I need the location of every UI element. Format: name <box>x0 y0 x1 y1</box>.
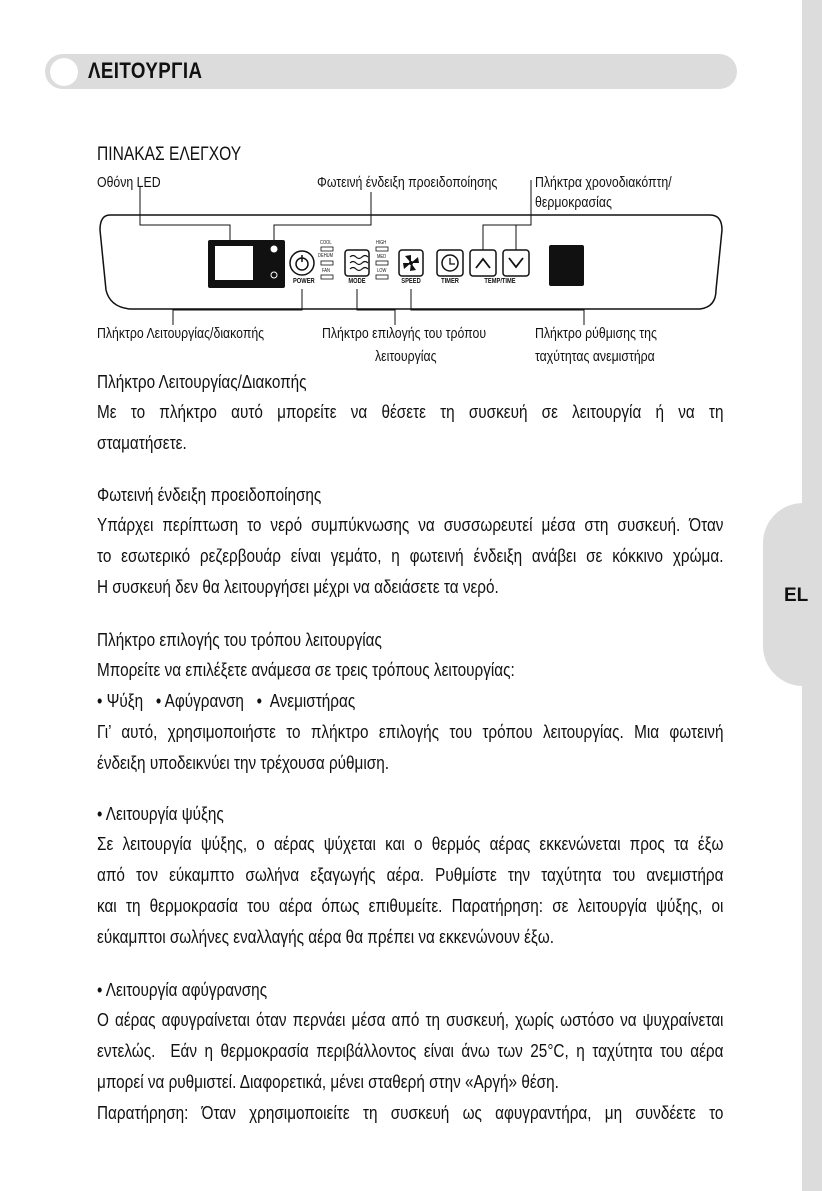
text-line: εύκαμπτοι σωλήνες εναλλαγής αέρα θα πρέπει να εκκενώνουν έξω. <box>97 927 554 947</box>
indicator-med: MED <box>377 254 387 260</box>
up-button <box>470 250 496 276</box>
text-line: Η συσκευή δεν θα λειτουργήσει μέχρι να αδειάσετε τα νερό. <box>97 577 499 597</box>
label-timer-temp-keys-1: Πλήκτρα χρονοδιακόπτη/ <box>535 174 672 191</box>
section-dehum-body <box>97 1005 724 1129</box>
speed-button-label: SPEED <box>401 278 421 285</box>
chevron-down-icon <box>509 258 523 267</box>
led-screen-window <box>215 246 253 280</box>
indicator-cool: COOL <box>320 240 332 246</box>
indicator-fan: FAN <box>322 268 330 274</box>
indicator-low: LOW <box>377 268 387 274</box>
temp-time-button-label: TEMP/TIME <box>484 278 516 285</box>
down-button <box>503 250 529 276</box>
text-line: σταματήσετε. <box>97 433 187 453</box>
temperature-display <box>549 245 584 286</box>
chevron-up-icon <box>476 259 490 268</box>
mode-button <box>345 250 369 276</box>
section-cooling-body <box>97 829 724 953</box>
text-line: Ο αέρας αφυγραίνεται όταν περνάει μέσα από τη συσκευή, χωρίς ωστόσο να ψυχραίνεται <box>97 1010 724 1030</box>
label-mode-key-2: λειτουργίας <box>375 348 437 365</box>
warning-light-icon <box>271 246 278 253</box>
text-line: από τον εύκαμπτο σωλήνα εξαγωγής αέρα. Ρυθμίστε την ταχύτητα του ανεμιστήρα <box>97 865 724 885</box>
section-dehum-title: • Λειτουργία αφύγρανσης <box>97 980 268 1000</box>
language-label: EL <box>784 585 809 606</box>
label-speed-key-1: Πλήκτρο ρύθμισης της <box>535 325 657 342</box>
text-line: ένδειξη υποδεικνύει την τρέχουσα ρύθμιση. <box>97 753 389 773</box>
label-warning-light: Φωτεινή ένδειξη προειδοποίησης <box>317 174 498 191</box>
label-power-key: Πλήκτρο Λειτουργίας/διακοπής <box>97 325 265 342</box>
section-warning-title: Φωτεινή ένδειξη προειδοποίησης <box>97 485 322 505</box>
power-button-label: POWER <box>292 278 315 285</box>
text-line: Υπάρχει περίπτωση το νερό συμπύκνωσης να συσσωρευτεί μέσα στη συσκευή. Όταν <box>97 515 724 535</box>
indicator-dehum: DEHUM <box>318 253 334 259</box>
indicator-high: HIGH <box>376 240 387 246</box>
section-warning-body <box>97 510 724 603</box>
text-line: και τη θερμοκρασία του αέρα όπως επιθυμείτε. Παρατήρηση: σε λειτουργία ψύξης, οι <box>97 896 724 916</box>
section-cooling-title: • Λειτουργία ψύξης <box>97 804 224 824</box>
text-line: μπορεί να ρυθμιστεί. Διαφορετικά, μένει σταθερή στην «Αργή» θέση. <box>97 1072 559 1092</box>
text-line: Σε λειτουργία ψύξης, ο αέρας ψύχεται και ο θερμός αέρας εκκενώνεται προς τα έξω <box>97 834 724 854</box>
text-line: Με το πλήκτρο αυτό μπορείτε να θέσετε τη συσκευή σε λειτουργία ή να τη <box>97 402 724 422</box>
section-mode-title: Πλήκτρο επιλογής του τρόπου λειτουργίας <box>97 630 382 650</box>
mode-options: • Ψύξη • Αφύγρανση • Ανεμιστήρας <box>97 691 356 711</box>
page-title: ΛΕΙΤΟΥΡΓΙΑ <box>88 58 203 83</box>
fan-icon <box>403 255 419 271</box>
label-mode-key-1: Πλήκτρο επιλογής του τρόπου <box>322 325 487 342</box>
panel-title: ΠΙΝΑΚΑΣ ΕΛΕΓΧΟΥ <box>97 144 242 165</box>
label-led-display: Οθόνη LED <box>97 174 161 191</box>
label-timer-temp-keys-2: θερμοκρασίας <box>535 194 612 211</box>
section-power-title: Πλήκτρο Λειτουργίας/Διακοπής <box>97 372 307 392</box>
text-line: Παρατήρηση: Όταν χρησιμοποιείτε τη συσκευή ως αφυγραντήρα, μη συνδέετε το <box>97 1103 724 1123</box>
mode-button-label: MODE <box>348 278 366 285</box>
text-line: Γι’ αυτό, χρησιμοποιήστε το πλήκτρο επιλογής του τρόπου λειτουργίας. Μια φωτεινή <box>97 722 724 742</box>
mode-icon <box>350 256 368 271</box>
label-speed-key-2: ταχύτητας ανεμιστήρα <box>535 348 655 365</box>
section-power-body <box>97 397 724 459</box>
text-line: Μπορείτε να επιλέξετε ανάμεσα σε τρεις τρόπους λειτουργίας: <box>97 660 515 680</box>
text-line: το εσωτερικό ρεζερβουάρ είναι γεμάτο, η φωτεινή ένδειξη ανάβει σε κόκκινο χρώμα. <box>97 546 724 566</box>
section-mode-body <box>97 655 724 779</box>
text-line: εντελώς. Εάν η θερμοκρασία περιβάλλοντος είναι άνω των 25°C, η ταχύτητα του αέρα <box>97 1041 724 1061</box>
timer-button-label: TIMER <box>441 278 459 285</box>
power-button-circle <box>290 251 314 275</box>
